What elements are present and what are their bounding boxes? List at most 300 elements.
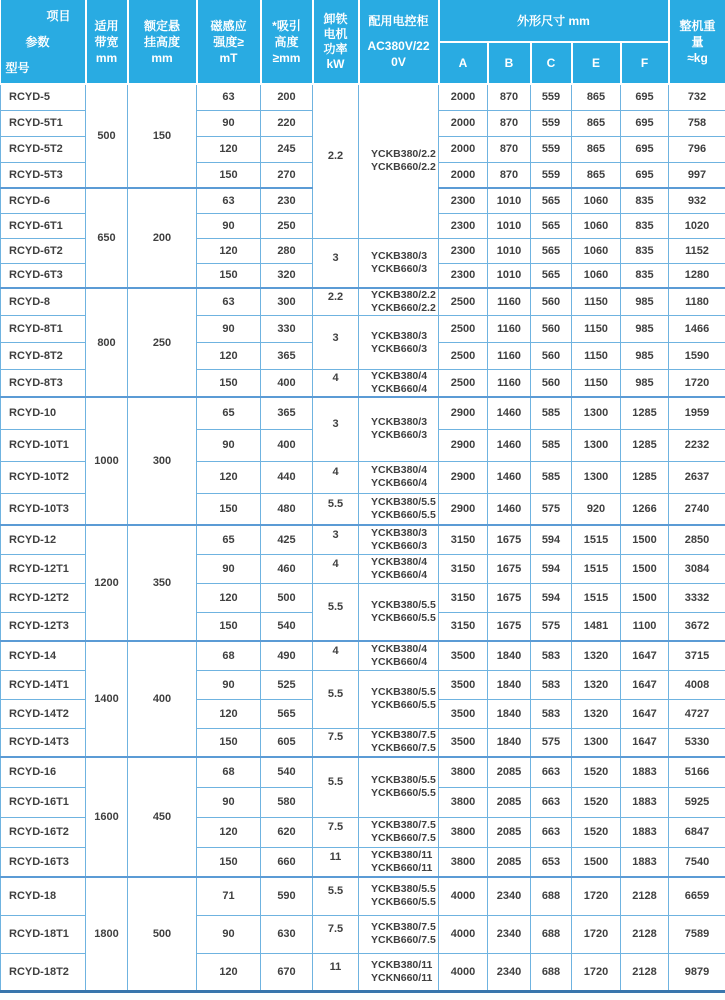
- table-row: [1, 84, 725, 110]
- cell-magnetic-induction: 150: [197, 162, 261, 188]
- motor-power-value: 5.5: [327, 885, 344, 898]
- cell-dim-b: 2085: [488, 757, 531, 787]
- cabinet-line: YCKB380/5.5: [371, 686, 436, 698]
- cell-dim-a: 3500: [439, 670, 488, 699]
- header-band-width: [86, 0, 128, 84]
- motor-power-value: 3: [332, 418, 339, 431]
- cell-control-cabinet: [359, 877, 439, 915]
- cell-dim-b: 1010: [488, 213, 531, 238]
- cell-control-cabinet: [359, 817, 439, 847]
- cell-control-cabinet: [359, 525, 439, 554]
- cell-dim-c: 565: [531, 263, 572, 288]
- cabinet-line: YCKB660/7.5: [371, 934, 436, 946]
- cabinet-line: YCKB380/5.5: [371, 774, 436, 787]
- cell-magnetic-induction: 120: [197, 699, 261, 728]
- cell-motor-power: [313, 757, 359, 817]
- cell-dim-c: 653: [531, 847, 572, 877]
- cell-dim-f: 985: [621, 343, 669, 370]
- cabinet-line: YCKB380/7.5: [371, 729, 436, 742]
- cell-dim-b: 1010: [488, 263, 531, 288]
- cell-dim-a: 2300: [439, 188, 488, 213]
- cell-dim-b: 2085: [488, 817, 531, 847]
- cabinet-line: YCKB380/4: [371, 642, 428, 655]
- motor-power-value: 4: [332, 644, 339, 657]
- cell-band-width: 1400: [86, 641, 128, 757]
- cell-dim-e: 1300: [572, 728, 621, 757]
- cell-dim-b: 1675: [488, 554, 531, 583]
- cell-dim-a: 2900: [439, 429, 488, 461]
- cell-dim-b: 1675: [488, 612, 531, 641]
- cell-dim-a: 3500: [439, 699, 488, 728]
- cell-weight: 758: [669, 110, 725, 136]
- cell-attract-height: 605: [261, 728, 313, 757]
- cell-dim-f: 695: [621, 136, 669, 162]
- motor-power-value: 4: [332, 557, 339, 570]
- cell-dim-a: 2000: [439, 136, 488, 162]
- cell-dim-c: 560: [531, 370, 572, 398]
- cell-magnetic-induction: 150: [197, 847, 261, 877]
- cell-suspension-height: 200: [128, 188, 197, 288]
- cell-dim-b: 1460: [488, 493, 531, 525]
- cell-dim-c: 663: [531, 817, 572, 847]
- cell-control-cabinet: [359, 397, 439, 461]
- header-control-cabinet-line: 0V: [391, 55, 406, 69]
- cell-model: RCYD-5T2: [1, 136, 86, 162]
- cell-model: RCYD-10: [1, 397, 86, 429]
- cell-motor-power: [313, 84, 359, 238]
- cell-weight: 1590: [669, 343, 725, 370]
- table-row: [1, 525, 725, 554]
- cell-dim-b: 2340: [488, 915, 531, 953]
- cell-motor-power: [313, 316, 359, 370]
- cell-model: RCYD-14T2: [1, 699, 86, 728]
- cell-dim-f: 1883: [621, 757, 669, 787]
- cell-magnetic-induction: 120: [197, 953, 261, 991]
- cell-dim-c: 585: [531, 397, 572, 429]
- cell-dim-f: 1883: [621, 787, 669, 817]
- cell-model: RCYD-6: [1, 188, 86, 213]
- cell-weight: 2850: [669, 525, 725, 554]
- cell-dim-c: 583: [531, 641, 572, 670]
- cell-dim-a: 3800: [439, 757, 488, 787]
- cell-dim-f: 985: [621, 316, 669, 343]
- cell-control-cabinet: [359, 670, 439, 728]
- cell-attract-height: 300: [261, 288, 313, 316]
- cell-motor-power: [313, 583, 359, 641]
- cell-dim-a: 2900: [439, 493, 488, 525]
- cell-dim-e: 865: [572, 136, 621, 162]
- cell-dim-a: 2900: [439, 397, 488, 429]
- header-dim-b: B: [488, 42, 531, 84]
- cell-dim-e: 1060: [572, 263, 621, 288]
- cell-attract-height: 480: [261, 493, 313, 525]
- cell-dim-b: 1160: [488, 343, 531, 370]
- cell-magnetic-induction: 65: [197, 525, 261, 554]
- header-motor-power-line: 卸铁: [323, 11, 348, 26]
- cell-attract-height: 540: [261, 757, 313, 787]
- cell-dim-c: 663: [531, 757, 572, 787]
- cell-dim-f: 695: [621, 84, 669, 110]
- cell-dim-b: 2340: [488, 953, 531, 991]
- motor-power-value: 11: [329, 850, 342, 863]
- cell-dim-a: 3500: [439, 728, 488, 757]
- cell-model: RCYD-8: [1, 288, 86, 316]
- cell-attract-height: 590: [261, 877, 313, 915]
- cell-control-cabinet: [359, 288, 439, 316]
- cell-dim-b: 1160: [488, 370, 531, 398]
- cell-dim-f: 985: [621, 370, 669, 398]
- header-attract-height-line: 高度: [274, 34, 299, 49]
- cell-dim-e: 1060: [572, 238, 621, 263]
- cabinet-line: YCKB380/7.5: [371, 921, 436, 933]
- cell-dim-e: 1150: [572, 370, 621, 398]
- cell-model: RCYD-18T1: [1, 915, 86, 953]
- cell-dim-c: 565: [531, 238, 572, 263]
- cabinet-line: YCKB380/5.5: [371, 495, 436, 508]
- cell-dim-a: 2300: [439, 238, 488, 263]
- cell-weight: 1020: [669, 213, 725, 238]
- cell-dim-c: 559: [531, 136, 572, 162]
- header-band-width-line: 适用: [94, 18, 119, 33]
- cell-attract-height: 320: [261, 263, 313, 288]
- cell-magnetic-induction: 150: [197, 263, 261, 288]
- cell-dim-a: 3800: [439, 847, 488, 877]
- cell-dim-e: 1720: [572, 915, 621, 953]
- motor-power-value: 7.5: [327, 923, 344, 935]
- cell-dim-a: 2000: [439, 162, 488, 188]
- cell-model: RCYD-8T1: [1, 316, 86, 343]
- cabinet-line: YCKB380/7.5: [371, 819, 436, 831]
- motor-power-value: 7.5: [327, 821, 344, 833]
- cell-weight: 1152: [669, 238, 725, 263]
- cell-dim-e: 1320: [572, 641, 621, 670]
- corner-label-item: 项目: [46, 9, 71, 23]
- cell-dim-c: 559: [531, 110, 572, 136]
- cell-weight: 3672: [669, 612, 725, 641]
- cell-dim-c: 575: [531, 612, 572, 641]
- cell-dim-a: 2500: [439, 288, 488, 316]
- cell-suspension-height: 150: [128, 84, 197, 188]
- cell-dim-b: 1460: [488, 397, 531, 429]
- cell-dim-c: 594: [531, 525, 572, 554]
- cell-control-cabinet: [359, 493, 439, 525]
- cell-dim-a: 3150: [439, 525, 488, 554]
- cell-attract-height: 270: [261, 162, 313, 188]
- cell-attract-height: 580: [261, 787, 313, 817]
- cell-suspension-height: 350: [128, 525, 197, 641]
- cell-dim-e: 1060: [572, 188, 621, 213]
- cell-attract-height: 245: [261, 136, 313, 162]
- cell-magnetic-induction: 71: [197, 877, 261, 915]
- cell-motor-power: [313, 953, 359, 991]
- header-motor-power-line: 功率: [323, 41, 348, 56]
- header-dim-a: A: [439, 42, 488, 84]
- cell-motor-power: [313, 728, 359, 757]
- cell-dim-f: 695: [621, 162, 669, 188]
- cell-weight: 7540: [669, 847, 725, 877]
- cell-attract-height: 460: [261, 554, 313, 583]
- cell-magnetic-induction: 150: [197, 370, 261, 398]
- cabinet-line: YCKB380/11: [371, 958, 433, 971]
- cell-dim-f: 835: [621, 263, 669, 288]
- cell-magnetic-induction: 63: [197, 188, 261, 213]
- motor-power-value: 5.5: [327, 497, 344, 510]
- cell-model: RCYD-12: [1, 525, 86, 554]
- cell-dim-a: 4000: [439, 953, 488, 991]
- header-suspension-height-line: 挂高度: [143, 34, 180, 49]
- cell-dim-b: 870: [488, 162, 531, 188]
- cell-weight: 6847: [669, 817, 725, 847]
- header-band-width-line: 带宽: [94, 34, 119, 49]
- cell-dim-c: 663: [531, 787, 572, 817]
- cell-model: RCYD-14T1: [1, 670, 86, 699]
- cell-weight: 932: [669, 188, 725, 213]
- cell-dim-c: 575: [531, 728, 572, 757]
- cell-motor-power: [313, 525, 359, 554]
- cell-suspension-height: 450: [128, 757, 197, 877]
- cell-attract-height: 440: [261, 461, 313, 493]
- cell-dim-f: 835: [621, 213, 669, 238]
- cell-dim-e: 1520: [572, 757, 621, 787]
- cell-dim-b: 870: [488, 110, 531, 136]
- cell-dim-e: 1500: [572, 847, 621, 877]
- cell-dim-e: 865: [572, 84, 621, 110]
- cabinet-line: YCKB660/3: [371, 262, 428, 275]
- cell-weight: 2232: [669, 429, 725, 461]
- cell-dim-f: 2128: [621, 877, 669, 915]
- cell-dim-f: 1100: [621, 612, 669, 641]
- cell-magnetic-induction: 120: [197, 461, 261, 493]
- cell-dim-e: 1060: [572, 213, 621, 238]
- cell-attract-height: 425: [261, 525, 313, 554]
- cell-suspension-height: 400: [128, 641, 197, 757]
- motor-power-value: 2.2: [327, 291, 344, 303]
- cell-dim-f: 1883: [621, 817, 669, 847]
- cell-attract-height: 200: [261, 84, 313, 110]
- cell-dim-e: 1520: [572, 817, 621, 847]
- cell-dim-a: 3150: [439, 554, 488, 583]
- cell-model: RCYD-10T3: [1, 493, 86, 525]
- cell-magnetic-induction: 68: [197, 641, 261, 670]
- cell-dim-c: 594: [531, 554, 572, 583]
- cell-model: RCYD-14T3: [1, 728, 86, 757]
- cell-weight: 1959: [669, 397, 725, 429]
- cell-dim-b: 1160: [488, 288, 531, 316]
- cell-motor-power: [313, 817, 359, 847]
- cabinet-line: YCKB380/5.5: [371, 598, 436, 611]
- cell-model: RCYD-16T3: [1, 847, 86, 877]
- header-suspension-height-line: 额定悬: [143, 18, 180, 33]
- cell-weight: 1720: [669, 370, 725, 398]
- cell-weight: 4727: [669, 699, 725, 728]
- cell-dim-c: 565: [531, 213, 572, 238]
- cell-control-cabinet: [359, 641, 439, 670]
- cell-magnetic-induction: 120: [197, 238, 261, 263]
- cell-model: RCYD-8T3: [1, 370, 86, 398]
- cell-attract-height: 630: [261, 915, 313, 953]
- cell-dim-f: 1285: [621, 461, 669, 493]
- cell-dim-f: 985: [621, 288, 669, 316]
- cell-control-cabinet: [359, 728, 439, 757]
- cell-model: RCYD-6T3: [1, 263, 86, 288]
- cell-dim-b: 1840: [488, 670, 531, 699]
- cell-model: RCYD-16T1: [1, 787, 86, 817]
- cell-dim-f: 835: [621, 188, 669, 213]
- table-row: [1, 397, 725, 429]
- cell-dim-a: 2500: [439, 343, 488, 370]
- cell-attract-height: 660: [261, 847, 313, 877]
- cabinet-line: YCKB660/4: [371, 477, 428, 489]
- cell-control-cabinet: [359, 583, 439, 641]
- cell-model: RCYD-16T2: [1, 817, 86, 847]
- header-suspension-height-line: mm: [151, 50, 173, 65]
- cell-dim-e: 1150: [572, 288, 621, 316]
- motor-power-value: 4: [332, 466, 339, 478]
- cell-dim-b: 1840: [488, 728, 531, 757]
- cell-attract-height: 400: [261, 370, 313, 398]
- cell-motor-power: [313, 238, 359, 288]
- cell-dim-f: 2128: [621, 953, 669, 991]
- cell-control-cabinet: [359, 316, 439, 370]
- motor-power-value: 3: [332, 331, 339, 344]
- cell-attract-height: 365: [261, 397, 313, 429]
- header-control-cabinet-line: AC380V/22: [367, 39, 430, 53]
- cell-dim-a: 4000: [439, 877, 488, 915]
- header-control-cabinet-line: 配用电控柜: [368, 14, 429, 28]
- cell-dim-f: 1647: [621, 728, 669, 757]
- cell-weight: 796: [669, 136, 725, 162]
- header-row: [1, 0, 725, 42]
- cell-dim-a: 3800: [439, 787, 488, 817]
- cell-dim-e: 1300: [572, 397, 621, 429]
- cell-weight: 2740: [669, 493, 725, 525]
- cell-attract-height: 400: [261, 429, 313, 461]
- header-magnetic-induction: [197, 0, 261, 84]
- cell-attract-height: 365: [261, 343, 313, 370]
- corner-label-model: 型号: [5, 61, 30, 75]
- cell-dim-a: 3150: [439, 583, 488, 612]
- cell-dim-e: 1150: [572, 316, 621, 343]
- cabinet-line: YCKB380/11: [371, 848, 433, 861]
- motor-power-value: 3: [332, 528, 339, 541]
- cell-magnetic-induction: 120: [197, 343, 261, 370]
- cell-dim-a: 2900: [439, 461, 488, 493]
- header-magnetic-induction-line: mT: [219, 50, 238, 65]
- cabinet-line: YCKB660/5.5: [371, 508, 436, 521]
- cell-dim-e: 865: [572, 162, 621, 188]
- motor-power-value: 5.5: [327, 776, 344, 789]
- cell-magnetic-induction: 90: [197, 915, 261, 953]
- cell-dim-a: 4000: [439, 915, 488, 953]
- header-motor-power: [313, 0, 359, 84]
- header-total-weight-line: 整机重: [679, 18, 716, 33]
- cabinet-line: YCKB380/4: [371, 464, 428, 476]
- table-row: [1, 877, 725, 915]
- cabinet-line: YCKB660/11: [371, 861, 433, 874]
- cell-dim-f: 1285: [621, 397, 669, 429]
- cell-magnetic-induction: 150: [197, 612, 261, 641]
- cell-band-width: 1000: [86, 397, 128, 525]
- cell-dim-f: 1285: [621, 429, 669, 461]
- cell-magnetic-induction: 150: [197, 493, 261, 525]
- cabinet-line: YCKB380/5.5: [371, 883, 436, 896]
- cell-attract-height: 565: [261, 699, 313, 728]
- cell-dim-c: 688: [531, 877, 572, 915]
- cabinet-line: YCKB660/4: [371, 568, 428, 581]
- cell-control-cabinet: [359, 847, 439, 877]
- header-dimensions: 外形尺寸 mm: [439, 0, 669, 42]
- cell-dim-b: 1675: [488, 583, 531, 612]
- cabinet-line: YCKB380/4: [371, 370, 428, 382]
- header-attract-height: [261, 0, 313, 84]
- cell-dim-c: 575: [531, 493, 572, 525]
- cell-dim-f: 835: [621, 238, 669, 263]
- cell-dim-a: 2000: [439, 110, 488, 136]
- cell-weight: 1280: [669, 263, 725, 288]
- cell-dim-e: 1150: [572, 343, 621, 370]
- cabinet-line: YCKB660/2.2: [371, 302, 436, 314]
- cell-dim-c: 585: [531, 429, 572, 461]
- cabinet-line: YCKB660/2.2: [371, 161, 436, 174]
- cell-dim-c: 560: [531, 288, 572, 316]
- cell-dim-e: 1520: [572, 787, 621, 817]
- cell-suspension-height: 250: [128, 288, 197, 397]
- cell-control-cabinet: [359, 953, 439, 991]
- header-dim-e: E: [572, 42, 621, 84]
- table-row: [1, 641, 725, 670]
- cell-model: RCYD-12T2: [1, 583, 86, 612]
- cell-weight: 5925: [669, 787, 725, 817]
- cabinet-line: YCKB380/4: [371, 555, 428, 568]
- motor-power-value: 5.5: [327, 688, 344, 700]
- cell-model: RCYD-10T1: [1, 429, 86, 461]
- header-suspension-height: [128, 0, 197, 84]
- cell-dim-e: 1515: [572, 583, 621, 612]
- cell-dim-c: 559: [531, 84, 572, 110]
- cell-dim-f: 1500: [621, 583, 669, 612]
- cabinet-line: YCKB660/7.5: [371, 742, 436, 755]
- cell-dim-b: 2085: [488, 847, 531, 877]
- cell-dim-b: 1160: [488, 316, 531, 343]
- cell-motor-power: [313, 493, 359, 525]
- cell-weight: 5330: [669, 728, 725, 757]
- cell-dim-a: 3800: [439, 817, 488, 847]
- cell-dim-a: 2300: [439, 213, 488, 238]
- cabinet-line: YCKB660/7.5: [371, 832, 436, 844]
- cabinet-line: YCKB380/3: [371, 329, 428, 342]
- cell-dim-f: 1647: [621, 641, 669, 670]
- cell-magnetic-induction: 68: [197, 757, 261, 787]
- cell-motor-power: [313, 370, 359, 398]
- cell-motor-power: [313, 288, 359, 316]
- cell-dim-e: 1515: [572, 525, 621, 554]
- cell-weight: 3332: [669, 583, 725, 612]
- cell-motor-power: [313, 847, 359, 877]
- cell-magnetic-induction: 90: [197, 554, 261, 583]
- cell-attract-height: 250: [261, 213, 313, 238]
- cabinet-line: YCKB660/3: [371, 342, 428, 355]
- cell-dim-c: 565: [531, 188, 572, 213]
- cell-attract-height: 220: [261, 110, 313, 136]
- header-total-weight-line: 量: [691, 34, 704, 49]
- cabinet-line: YCKB660/4: [371, 383, 428, 395]
- cell-control-cabinet: [359, 238, 439, 288]
- header-magnetic-induction-line: 磁感应: [210, 18, 247, 33]
- cell-magnetic-induction: 90: [197, 213, 261, 238]
- cabinet-line: YCKB380/2.2: [371, 289, 436, 301]
- motor-power-value: 11: [329, 960, 342, 973]
- cabinet-line: YCKN660/11: [371, 971, 433, 984]
